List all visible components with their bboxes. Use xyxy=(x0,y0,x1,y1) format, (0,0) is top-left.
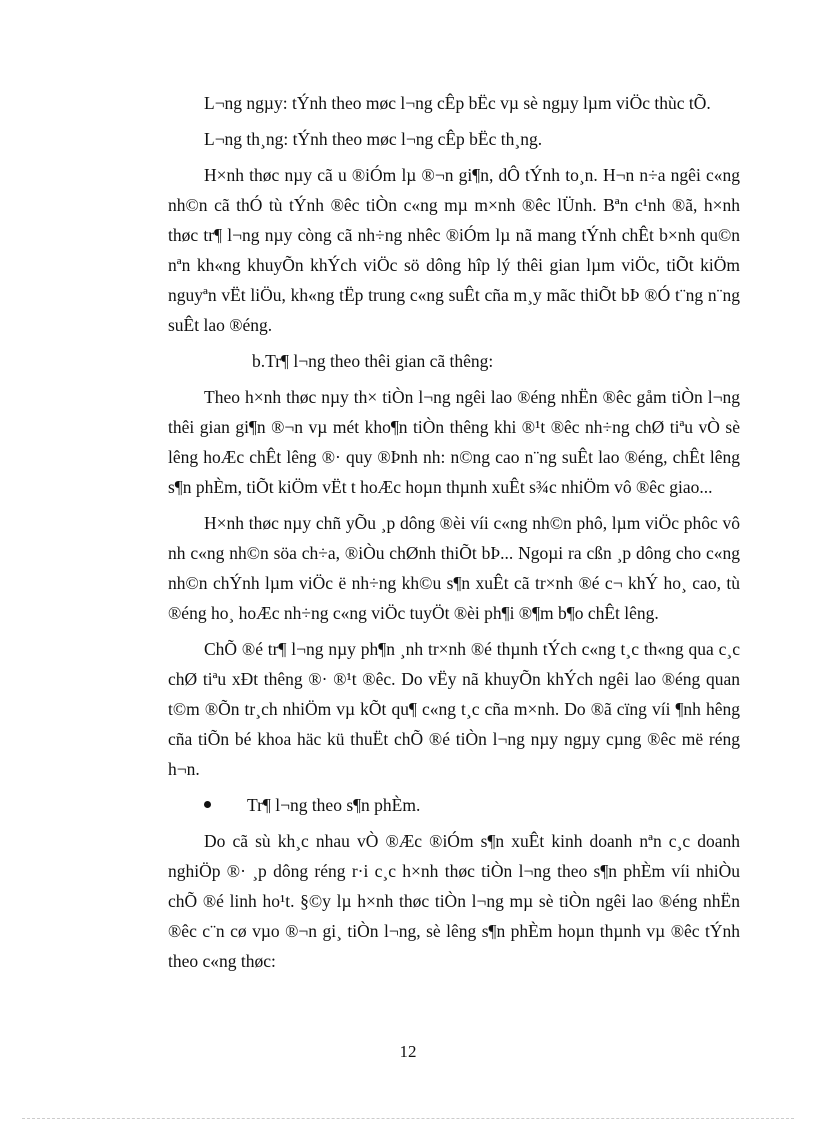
bullet-item-product-wage xyxy=(168,790,740,820)
bullet-icon xyxy=(204,801,211,808)
paragraph-bonus-definition: Theo h×nh thøc nµy th× tiÒn l¬ng ngêi lao ®éng nhËn ®êc gåm tiÒn l¬ng thêi gian gi¶n ®¬n vµ mét kho¶n tiÒn thêng khi ®¹t ®êc nh÷ng chØ tiªu vÒ sè lêng hoÆc chÊt lêng ®· quy ®Þnh nh: n©ng cao n¨ng suÊt lao ®éng, chÊt lêng s¶n phÈm, tiÕt kiÖm vËt t hoÆc hoµn thµnh xuÊt s¾c nhiÖm vô ®êc giao... xyxy=(168,387,740,497)
paragraph-product-wage-definition: Do cã sù kh¸c nhau vÒ ®Æc ®iÓm s¶n xuÊt kinh doanh nªn c¸c doanh nghiÖp ®· ¸p dông réng r·i c¸c h×nh thøc tiÒn l¬ng theo s¶n phÈm víi nhiÒu chÕ ®é linh ho¹t. §©y lµ h×nh thøc tiÒn l¬ng mµ sè tiÒn ngêi lao ®éng nhËn ®êc c¨n cø vµo ®¬n gi¸ tiÒn l¬ng, sè lêng s¶n phÈm hoµn thµnh vµ ®êc tÝnh theo c«ng thøc: xyxy=(168,831,740,971)
subheading-time-wage-bonus: b.Tr¶ l¬ng theo thêi gian cã thêng: xyxy=(252,351,494,371)
paragraph-daily-wage: L¬ng ngµy: tÝnh theo møc l¬ng cÊp bËc vµ sè ngµy lµm viÖc thùc tÕ. xyxy=(204,93,711,113)
paragraph-bonus-application: H×nh thøc nµy chñ yÕu ¸p dông ®èi víi c«ng nh©n phô, lµm viÖc phôc vô nh c«ng nh©n söa ch÷a, ®iÒu chØnh thiÕt bÞ... Ngoµi ra cßn ¸p dông cho c«ng nh©n chÝnh lµm viÖc ë nh÷ng kh©u s¶n xuÊt cã tr×nh ®é c¬ khÝ ho¸ cao, tù ®éng ho¸ hoÆc nh÷ng c«ng viÖc tuyÖt ®èi ph¶i ®¶m b¶o chÊt lêng. xyxy=(168,513,740,623)
paragraph-monthly-wage: L¬ng th¸ng: tÝnh theo møc l¬ng cÊp bËc th¸ng. xyxy=(204,129,543,149)
page-bottom-divider xyxy=(22,1118,794,1119)
paragraph-time-wage-pros-cons: H×nh thøc nµy cã u ®iÓm lµ ®¬n gi¶n, dÔ tÝnh to¸n. H¬n n÷a ngêi c«ng nh©n cã thÓ tù tÝnh ®êc tiÒn c«ng mµ m×nh ®êc lÜnh. Bªn c¹nh ®ã, h×nh thøc tr¶ l¬ng nµy còng cã nh÷ng nhêc ®iÓm lµ nã mang tÝnh chÊt b×nh qu©n nªn kh«ng khuyÕn khÝch viÖc sö dông hîp lý thêi gian lµm viÖc, tiÕt kiÖm nguyªn vËt liÖu, kh«ng tËp trung c«ng suÊt cña m¸y mãc thiÕt bÞ ®Ó t¨ng n¨ng suÊt lao ®éng. xyxy=(168,165,740,335)
page-number: 12 xyxy=(399,1042,417,1061)
body-text xyxy=(168,88,740,982)
paragraph-bonus-effect: ChÕ ®é tr¶ l¬ng nµy ph¶n ¸nh tr×nh ®é thµnh tÝch c«ng t¸c th«ng qua c¸c chØ tiªu xÐt thêng ®· ®¹t ®êc. Do vËy nã khuyÕn khÝch ngêi lao ®éng quan t©m ®Õn tr¸ch nhiÖm vµ kÕt qu¶ c«ng t¸c cña m×nh. Do ®ã cïng víi ¶nh hêng cña tiÕn bé khoa häc kü thuËt chÕ ®é tiÒn l¬ng nµy ngµy cµng ®êc më réng h¬n. xyxy=(168,639,740,779)
bullet-item-label: Tr¶ l¬ng theo s¶n phÈm. xyxy=(247,795,421,815)
